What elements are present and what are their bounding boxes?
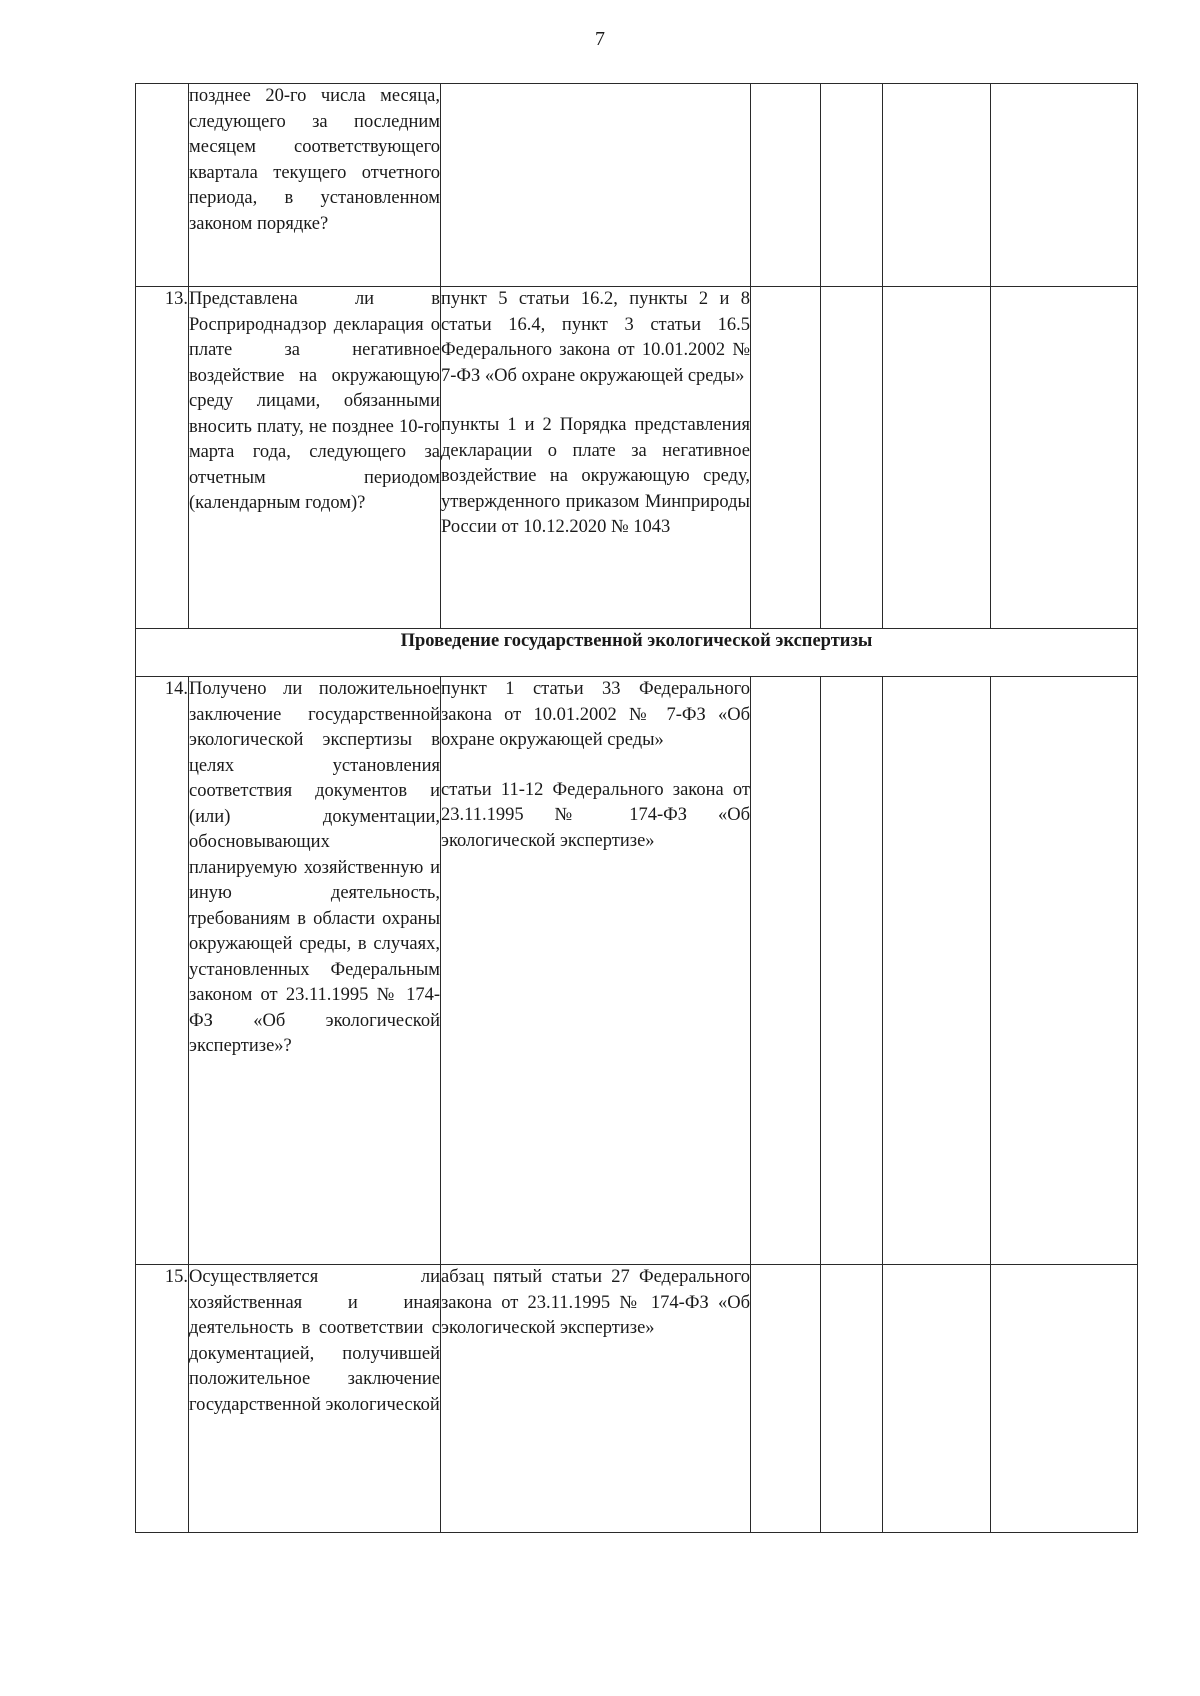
reference-cell [441,84,751,287]
empty-cell [883,84,991,287]
empty-cell [991,677,1138,1265]
row-number-cell [136,84,189,287]
reference-cell [441,1265,751,1533]
reference-paragraph: статьи 11-12 Федерального закона от 23.11.1995 № 174-ФЗ «Об экологической экспертизе» [441,779,750,851]
section-header-row [136,629,1138,677]
empty-cell [751,287,821,629]
table-row [136,1265,1138,1533]
reference-cell [441,677,751,1265]
empty-cell [991,84,1138,287]
table-row [136,677,1138,1265]
row-number-cell: 15. [136,1265,189,1533]
row-number-cell: 13. [136,287,189,629]
empty-cell [751,677,821,1265]
reference-paragraph: пункт 1 статьи 33 Федерального закона от 10.01.2002 № 7-ФЗ «Об охране окружающей среды» [441,679,750,750]
checklist-table [135,83,1138,1533]
reference-paragraph: пункт 5 статьи 16.2, пункты 2 и 8 статьи 16.4, пункт 3 статьи 16.5 Федерального закона от 10.01.2002 № 7-ФЗ «Об охране окружающей среды» [441,289,750,386]
empty-cell [883,677,991,1265]
reference-paragraph: пункты 1 и 2 Порядка представления декларации о плате за негативное воздействие на окружающую среду, утвержденного приказом Минприроды России от 10.12.2020 № 1043 [441,415,750,537]
question-cell: Представлена ли в Росприроднадзор декларация о плате за негативное воздействие на окружающую среду лицами, обязанными вносить плату, не позднее 10-го марта года, следующего за отчетным периодом (календарным годом)? [189,287,441,629]
reference-paragraph: абзац пятый статьи 27 Федерального закона от 23.11.1995 № 174-ФЗ «Об экологической экспертизе» [441,1267,750,1338]
empty-cell [821,1265,883,1533]
empty-cell [751,1265,821,1533]
empty-cell [991,1265,1138,1533]
empty-cell [821,677,883,1265]
page-number: 7 [595,28,605,50]
row-number-cell: 14. [136,677,189,1265]
empty-cell [883,287,991,629]
empty-cell [821,287,883,629]
table-row [136,287,1138,629]
empty-cell [751,84,821,287]
section-title: Проведение государственной экологической экспертизы [136,629,1138,677]
question-cell: Осуществляется ли хозяйственная и иная деятельность в соответствии с документацией, получившей положительное заключение государственной экологической [189,1265,441,1533]
question-cell: Получено ли положительное заключение государственной экологической экспертизы в целях установления соответствия документов и (или) документации, обосновывающих планируемую хозяйственную и иную деятельность, требованиям в области охраны окружающей среды, в случаях, установленных Федеральным законом от 23.11.1995 № 174-ФЗ «Об экологической экспертизе»? [189,677,441,1265]
empty-cell [991,287,1138,629]
table-row [136,84,1138,287]
question-cell: позднее 20-го числа месяца, следующего за последним месяцем соответствующего квартала текущего отчетного периода, в установленном законом порядке? [189,84,441,287]
empty-cell [883,1265,991,1533]
empty-cell [821,84,883,287]
reference-cell [441,287,751,629]
